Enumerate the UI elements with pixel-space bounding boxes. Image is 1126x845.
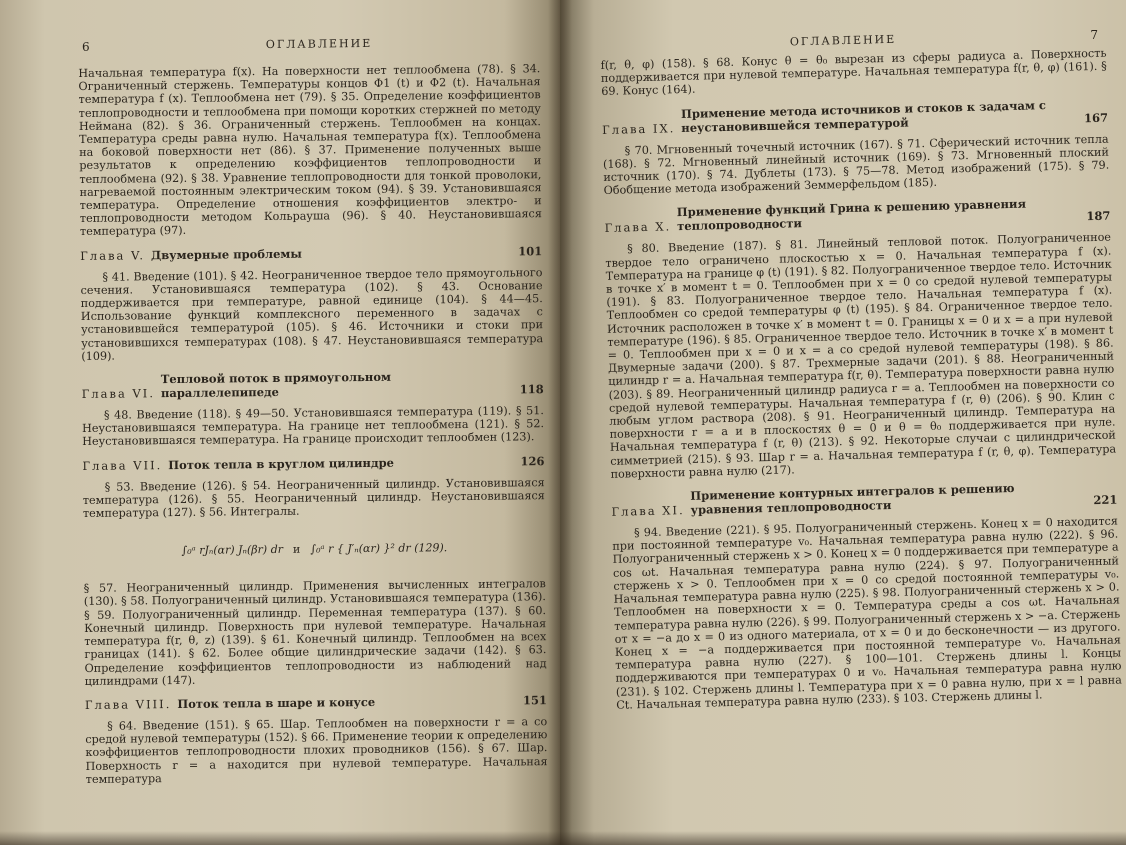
chapter-contents: § 94. Введение (221). § 95. Полуограниченный стержень. Конец x = 0 находится при постоянной температуре v₀. Начальная температура равна нулю (222). § 96. Полуограниченный стержень x > 0. Конец x = 0 поддерживается при температуре a cos ωt. Начальная температура равна нулю (224). § 97. Полуограниченный стержень x > 0. Теплообмен при x = 0 со средой постоянной температуры v₀. Начальная температура равна нулю (225). § 98. Полуограниченный стержень x > 0. Теплообмен на поверхности x = 0. Температура среды a cos ωt. Начальная температура равна нулю (226). § 99. Полуограниченный стержень x > −a. Стержень от x = −a до x = 0 из одного материала, от x = 0 и до бесконечности — из другого. Конец x = −a поддерживается при постоянной температуре v₀. Начальная температура равна нулю (227). § 100—101. Стержень длины l. Концы поддерживаются при температурах 0 и v₀. Начальная температура равна нулю (231). § 102. Стержень длины l. Температура при x = 0 равна нулю, при x = l равна Ct. Начальная температура равна нулю (233). § 103. Стержень длины l. bbox=[612, 514, 1122, 712]
chapter-heading-vi bbox=[81, 368, 543, 401]
page-number: 6 bbox=[82, 40, 90, 54]
chapter-label: Глава VII. bbox=[82, 457, 163, 473]
running-head: ОГЛАВЛЕНИЕ bbox=[789, 32, 897, 49]
chapter-label: Глава VI. bbox=[81, 386, 156, 402]
chapter-label: Глава XI. bbox=[611, 503, 685, 519]
chapter-page: 221 bbox=[1093, 492, 1118, 508]
integral-formula-left: ∫₀ᵃ rJₙ(αr) Jₙ(βr) dr bbox=[181, 542, 284, 557]
chapter-contents: § 41. Введение (101). § 42. Неограниченное твердое тело прямоугольного сечения. Установившаяся температура (102). § 43. Основание поддерживается при температуре, равной единице (104). § 44—45. Использование функций комплексного переменного в задачах с установившейся температурой (105). § 46. Источники и стоки при установившихся температурах (108). § 47. Неустановившаяся температура (109). bbox=[80, 265, 544, 363]
bottom-shadow bbox=[0, 831, 1126, 845]
intro-paragraph: f(r, θ, φ) (158). § 68. Конус θ = θ₀ вырезан из сферы радиуса a. Поверхность поддерживается при нулевой температуре. Начальная температура f(r, θ, φ) (161). § 69. Конус (164). bbox=[600, 46, 1107, 99]
chapter-page: 151 bbox=[522, 693, 548, 708]
page-number: 7 bbox=[1090, 28, 1098, 42]
chapter-heading-xi bbox=[611, 479, 1118, 519]
chapter-title: Поток тепла в шаре и конусе bbox=[177, 694, 376, 711]
integral-formula-right: ∫₀ᵃ r { J′ₙ(αr) }² dr (129). bbox=[310, 540, 448, 556]
right-page-content bbox=[600, 28, 1122, 712]
chapter-page: 118 bbox=[519, 382, 544, 397]
running-head: ОГЛАВЛЕНИЕ bbox=[265, 36, 373, 52]
chapter-heading-ix bbox=[602, 96, 1109, 136]
chapter-title: Двумерные проблемы bbox=[150, 246, 302, 262]
chapter-page: 126 bbox=[520, 453, 545, 469]
intro-paragraph: Начальная температура f(x). На поверхности нет теплообмена (78). § 34. Ограниченный стержень. Температуры концов Φ1 (t) и Φ2 (t). Начальная температура f (x). Теплообмена нет (79). § 35. Определение коэффициентов теплопроводности и теплообмена при помощи коротких стержней по методу Неймана (82). § 36. Ограниченный стержень. Теплообмен на концах. Температура среды равна нулю. Начальная температура f(x). Теплообмена на боковой поверхности нет (86). § 37. Применение полученных выше результатов к определению коэффициентов теплопроводности и теплообмена (92). § 38. Уравнение теплопроводности для тонкой проволоки, нагреваемой постоянным электрическим током (94). § 39. Установившаяся температура. Определение отношения коэффициентов электро- и теплопроводности методом Кольрауша (96). § 40. Неустановившаяся температура (97). bbox=[78, 62, 542, 239]
chapter-page: 187 bbox=[1086, 209, 1111, 224]
chapter-heading-vii bbox=[82, 454, 544, 473]
chapter-label: Глава V. bbox=[80, 247, 146, 263]
chapter-heading-v bbox=[80, 244, 542, 263]
chapter-label: Глава VIII. bbox=[84, 696, 172, 712]
chapter-contents-continued: § 57. Неограниченный цилиндр. Применения вычисленных интегралов (130). § 58. Полуограниченный цилиндр. Установившаяся температура (136). § 59. Полуограниченный цилиндр. Переменная температура (137). § 60. Конечный цилиндр. Поверхность при нулевой температуре. Начальная температура f(r, θ, z) (139). § 61. Конечный цилиндр. Теплообмен на всех границах (141). § 62. Более общие цилиндрические задачи (142). § 63. Определение коэффициентов теплопроводности из наблюдений над цилиндрами (147). bbox=[83, 577, 547, 688]
chapter-page: 167 bbox=[1083, 110, 1109, 125]
chapter-contents: § 53. Введение (126). § 54. Неограниченный цилиндр. Установившаяся температура (126). § 55. Неограниченный цилиндр. Неустановившаяся температура (127). § 56. Интегралы. bbox=[82, 475, 545, 521]
chapter-title: Тепловой поток в прямоугольном параллелепипеде bbox=[160, 369, 392, 401]
chapter-contents: § 64. Введение (151). § 65. Шар. Теплообмен на поверхности r = a со средой нулевой температуры (152). § 66. Применение теории к определению коэффициентов теплопроводности плохих проводников (156). § 67. Шар. Поверхность r = a находится при нулевой температуре. Начальная температура bbox=[85, 715, 548, 786]
chapter-label: Глава IX. bbox=[602, 120, 676, 137]
chapter-contents: § 48. Введение (118). § 49—50. Установившаяся температура (119). § 51. Неустановившаяся температура. На границе нет теплообмена (121). § 52. Неустановившаяся температура. На границе происходит теплообмен (123). bbox=[82, 404, 545, 449]
chapter-label: Глава X. bbox=[604, 219, 672, 236]
book-gutter-shadow bbox=[548, 0, 572, 845]
left-page bbox=[0, 0, 560, 845]
right-page bbox=[560, 0, 1126, 845]
chapter-contents: § 70. Мгновенный точечный источник (167). § 71. Сферический источник тепла (168). § 72. Мгновенный линейный источник (169). § 73. Мгновенный плоский источник (170). § 74. Дублеты (173). § 75—78. Метод изображений (175). § 79. Обобщение метода изображений Земмерфельдом (185). bbox=[602, 132, 1110, 198]
chapter-title: Поток тепла в круглом цилиндре bbox=[168, 455, 395, 472]
chapter-title: Применение контурных интегралов к решению уравнения теплопроводности bbox=[690, 481, 1015, 518]
chapter-title: Применение функций Грина к решению уравнения теплопроводности bbox=[676, 197, 1027, 234]
chapter-heading-viii bbox=[85, 693, 547, 712]
chapter-page: 101 bbox=[518, 243, 543, 259]
left-page-content bbox=[78, 35, 548, 786]
chapter-contents: § 80. Введение (187). § 81. Линейный тепловой поток. Полуограниченное твердое тело ограничено плоскостью x = 0. Начальная температура f (x). Температура на границе φ (t) (191). § 82. Полуограниченное твердое тело. Источник в точке x′ в момент t = 0. Теплообмен при x = 0 со средой нулевой температуры (191). § 83. Полуограниченное твердое тело. Начальная температура f (x). Теплообмен со средой температуры φ (t) (195). § 84. Ограниченное твердое тело. Источник расположен в точке x′ в момент t = 0. Границы x = 0 и x = a при нулевой температуре (196). § 85. Ограниченное твердое тело. Источник в точке x′ в момент t = 0. Теплообмен при x = 0 и x = a со средой нулевой температуры (198). § 86. Двумерные задачи (200). § 87. Трехмерные задачи (201). § 88. Неограниченный цилиндр r = a. Начальная температура f(r, θ). Температура поверхности равна нулю (203). § 89. Неограниченный цилиндр радиуса r = a. Теплообмен на поверхности со средой нулевой температуры. Начальная температура f (r, θ) (206). § 90. Клин с любым углом раствора (208). § 91. Неограниченный цилиндр. Температура на поверхности r = a и в плоскостях θ = 0 и θ = θ₀ поддерживается при нуле. Начальная температура f (r, θ) (213). § 92. Некоторые случаи с цилиндрической симметрией (215). § 93. Шар r = a. Начальная температура f (r, θ, φ). Температура поверхности равна нулю (217). bbox=[605, 230, 1117, 481]
integral-formulas bbox=[83, 523, 545, 574]
formula-conjunction: и bbox=[292, 542, 301, 556]
chapter-heading-x bbox=[604, 195, 1111, 235]
chapter-title: Применение метода источников и стоков к задачам с неустановившейся температурой bbox=[680, 97, 1047, 135]
